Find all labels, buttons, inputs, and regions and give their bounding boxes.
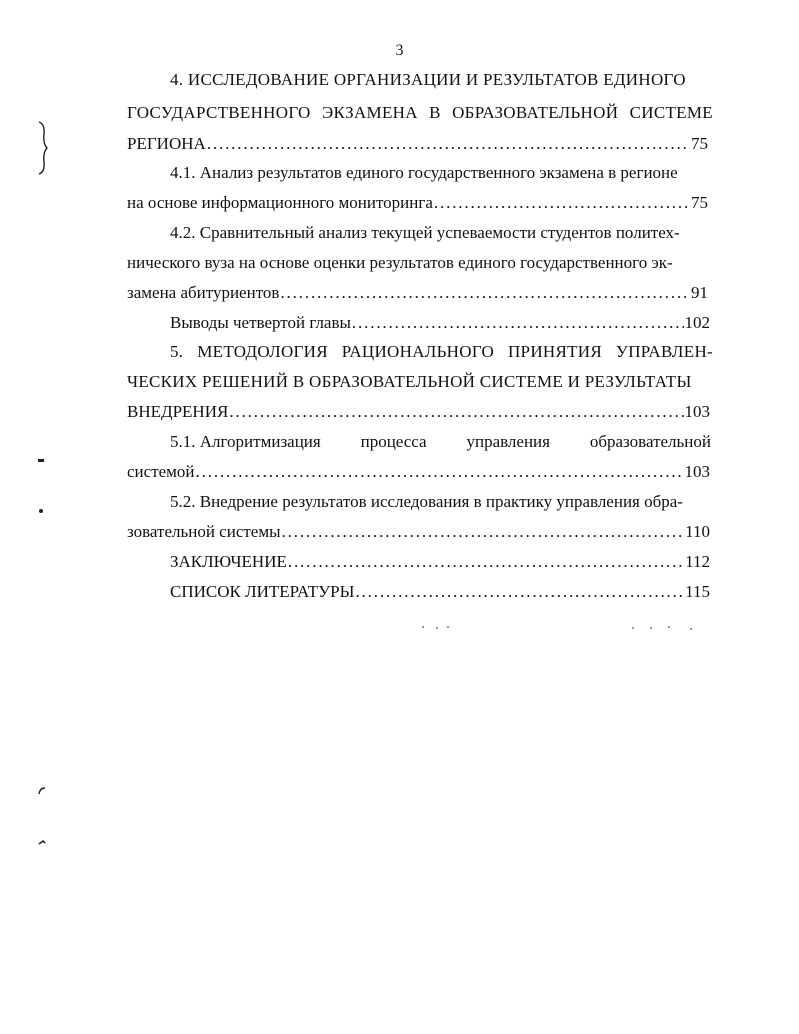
scan-speck	[650, 627, 652, 629]
word: 5.	[170, 342, 184, 361]
word: процесса	[360, 432, 427, 451]
toc-page-number: 75	[691, 134, 708, 153]
section42-line1: 4.2. Сравнительный анализ текущей успеваемости студентов политех-	[170, 223, 680, 242]
scan-speck	[690, 628, 692, 630]
word: управления	[466, 432, 550, 451]
toc-entry-chapter5[interactable]	[127, 402, 710, 422]
leader-dots	[280, 283, 690, 303]
toc-entry-title: ВНЕДРЕНИЯ	[127, 402, 229, 421]
toc-entry-chapter4[interactable]	[127, 134, 708, 154]
leader-dots	[282, 522, 685, 542]
word: образовательной	[589, 432, 711, 451]
toc-entry-5-1[interactable]	[127, 462, 710, 482]
toc-entry-title: замена абитуриентов	[127, 283, 280, 302]
word: 5.1. Алгоритмизация	[170, 432, 321, 451]
leader-dots	[352, 313, 684, 333]
leader-dots	[355, 582, 684, 602]
toc-entry-title: РЕГИОНА	[127, 134, 206, 153]
toc-entry-conclusions4[interactable]	[170, 313, 710, 333]
scan-speck	[422, 626, 424, 628]
section52-line1: 5.2. Внедрение результатов исследования в практику управления обра-	[170, 492, 683, 511]
word: ЭКЗАМЕНА	[321, 103, 418, 122]
leader-dots	[229, 402, 683, 422]
toc-entry-title: зовательной системы	[127, 522, 281, 541]
scan-speck	[632, 627, 634, 629]
leader-dots	[196, 462, 684, 482]
toc-page-number: 112	[685, 552, 710, 571]
margin-tick-mark	[37, 837, 47, 847]
toc-entry-title: на основе информационного мониторинга	[127, 193, 433, 212]
word: ПРИНЯТИЯ	[507, 342, 603, 361]
toc-entry-title: Выводы четвертой главы	[170, 313, 351, 332]
toc-entry-4-2[interactable]	[127, 283, 708, 303]
word: РАЦИОНАЛЬНОГО	[341, 342, 495, 361]
margin-hook-mark	[37, 786, 47, 796]
margin-bracket-mark	[36, 120, 50, 176]
section42-line2: нического вуза на основе оценки результатов единого государственного эк-	[127, 253, 673, 272]
word: УПРАВЛЕН-	[615, 342, 713, 361]
leader-dots	[288, 552, 684, 572]
word: МЕТОДОЛОГИЯ	[197, 342, 328, 361]
chapter4-heading-line1: 4. ИССЛЕДОВАНИЕ ОРГАНИЗАЦИИ И РЕЗУЛЬТАТОВ ЕДИНОГО	[170, 70, 686, 89]
toc-entry-4-1[interactable]	[127, 193, 708, 213]
toc-entry-5-2[interactable]	[127, 522, 710, 542]
chapter5-heading-line2: ЧЕСКИХ РЕШЕНИЙ В ОБРАЗОВАТЕЛЬНОЙ СИСТЕМЕ И РЕЗУЛЬТАТЫ	[127, 372, 692, 391]
margin-dot-mark	[39, 509, 43, 513]
toc-page-number: 102	[684, 313, 710, 332]
toc-page-number: 115	[685, 582, 710, 601]
toc-entry-title: ЗАКЛЮЧЕНИЕ	[170, 552, 287, 571]
chapter5-heading-line1	[170, 342, 713, 362]
chapter4-heading-line2	[127, 103, 713, 123]
scan-speck	[447, 626, 449, 628]
leader-dots	[207, 134, 690, 154]
toc-page-number: 75	[691, 193, 708, 212]
word: СИСТЕМЕ	[629, 103, 713, 122]
margin-dash-mark	[38, 459, 44, 462]
word: ГОСУДАРСТВЕННОГО	[127, 103, 311, 122]
word: ОБРАЗОВАТЕЛЬНОЙ	[452, 103, 619, 122]
toc-entry-title: системой	[127, 462, 195, 481]
leader-dots	[434, 193, 690, 213]
section51-line1	[170, 432, 711, 452]
toc-entry-references[interactable]	[170, 582, 710, 602]
page-number: 3	[395, 42, 404, 59]
toc-page-number: 103	[684, 402, 710, 421]
scan-speck	[668, 626, 670, 628]
toc-entry-conclusion[interactable]	[170, 552, 710, 572]
toc-page-number: 110	[685, 522, 710, 541]
toc-page-number: 91	[691, 283, 708, 302]
toc-page-number: 103	[684, 462, 710, 481]
scan-speck	[436, 627, 438, 629]
section41-line1: 4.1. Анализ результатов единого государственного экзамена в регионе	[170, 163, 678, 182]
word: В	[429, 103, 441, 122]
toc-entry-title: СПИСОК ЛИТЕРАТУРЫ	[170, 582, 355, 601]
